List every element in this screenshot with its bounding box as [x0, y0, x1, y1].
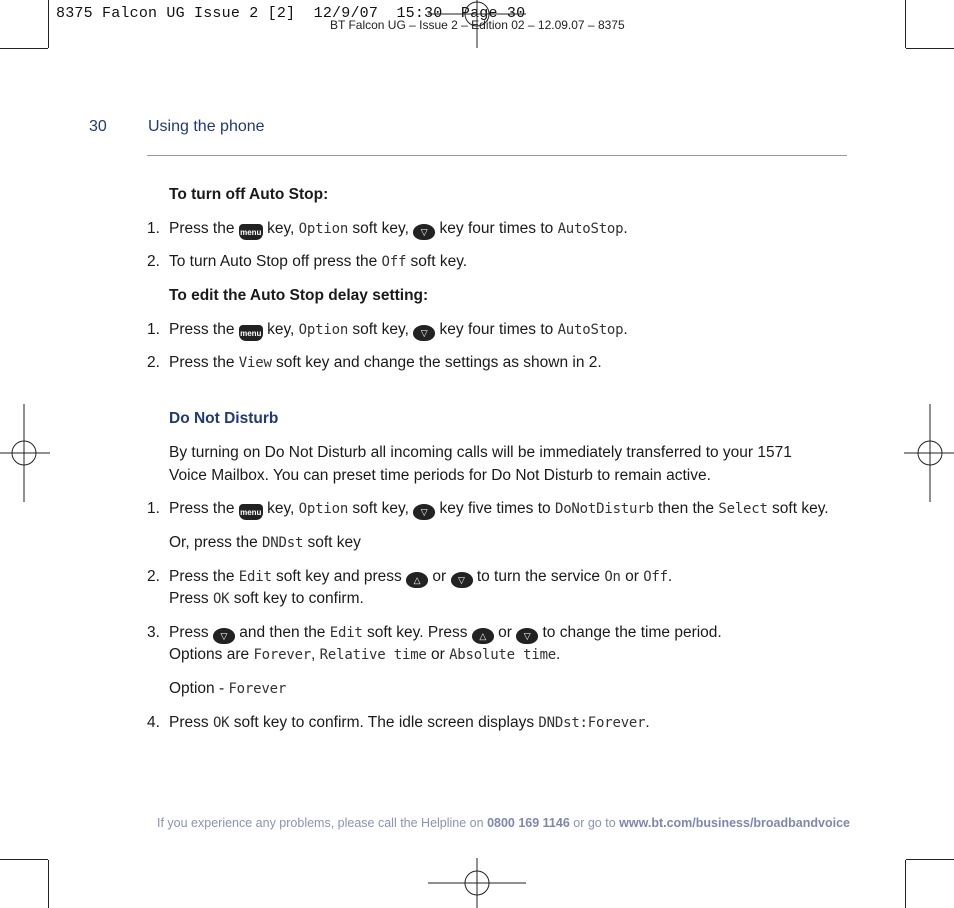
heading-auto-stop-edit: To edit the Auto Stop delay setting:	[169, 287, 429, 304]
heading-do-not-disturb: Do Not Disturb	[169, 410, 279, 427]
helpline-number: 0800 169 1146	[487, 816, 570, 830]
crop-mark	[906, 48, 954, 49]
step-number: 3.	[147, 624, 160, 641]
registration-mark-right	[904, 404, 954, 502]
support-url: www.bt.com/business/broadbandvoice	[619, 816, 850, 830]
dnd-intro-line-1: By turning on Do Not Disturb all incoming calls will be immediately transferred to your 1571	[169, 444, 792, 461]
step-auto-stop-off-2: To turn Auto Stop off press the Off soft key.	[169, 253, 468, 270]
header-divider	[147, 155, 847, 156]
crop-mark	[906, 859, 954, 860]
nav-up-key-icon: △	[406, 572, 428, 588]
step-dnd-2: Press the Edit soft key and press △ or ▽ to turn the service On or Off.	[169, 567, 672, 588]
step-dnd-1: Press the menu key, Option soft key, ▽ key five times to DoNotDisturb then the Select soft key.	[169, 499, 829, 520]
crop-mark	[0, 859, 48, 860]
step-number: 2.	[147, 253, 160, 270]
nav-down-key-icon: ▽	[213, 628, 235, 644]
section-title: Using the phone	[148, 118, 265, 135]
nav-down-key-icon: ▽	[413, 504, 435, 520]
crop-mark	[48, 860, 49, 908]
dnd-or-line: Or, press the DNDst soft key	[169, 534, 361, 551]
dnd-intro-line-2: Voice Mailbox. You can preset time periods for Do Not Disturb to remain active.	[169, 467, 711, 484]
registration-mark-top	[428, 0, 526, 48]
crop-mark	[905, 0, 906, 48]
crop-mark	[905, 860, 906, 908]
step-auto-stop-off-1: Press the menu key, Option soft key, ▽ key four times to AutoStop.	[169, 219, 628, 240]
print-slug-sub: BT Falcon UG – Issue 2 – Edition 02 – 12.09.07 – 8375	[330, 18, 625, 32]
print-slug: 8375 Falcon UG Issue 2 [2] 12/9/07 15:30 Page 30	[56, 5, 526, 22]
heading-auto-stop-off: To turn off Auto Stop:	[169, 186, 329, 203]
step-dnd-4: Press OK soft key to confirm. The idle screen displays DNDst:Forever.	[169, 714, 650, 731]
registration-mark-bottom	[428, 858, 526, 908]
step-number: 1.	[147, 220, 160, 237]
menu-key-icon: menu	[239, 224, 263, 240]
step-dnd-3: Press ▽ and then the Edit soft key. Press △ or ▽ to change the time period.	[169, 623, 722, 644]
nav-down-key-icon: ▽	[516, 628, 538, 644]
nav-up-key-icon: △	[472, 628, 494, 644]
menu-key-icon: menu	[239, 325, 263, 341]
step-number: 1.	[147, 500, 160, 517]
nav-down-key-icon: ▽	[451, 572, 473, 588]
crop-mark	[0, 48, 48, 49]
step-dnd-2-confirm: Press OK soft key to confirm.	[169, 590, 364, 607]
dnd-option-line: Option - Forever	[169, 680, 287, 697]
step-number: 4.	[147, 714, 160, 731]
step-number: 2.	[147, 568, 160, 585]
step-auto-stop-edit-2: Press the View soft key and change the settings as shown in 2.	[169, 354, 602, 371]
nav-down-key-icon: ▽	[413, 325, 435, 341]
nav-down-key-icon: ▽	[413, 224, 435, 240]
step-number: 2.	[147, 354, 160, 371]
page-number: 30	[89, 118, 107, 135]
step-dnd-3-options: Options are Forever, Relative time or Absolute time.	[169, 646, 561, 663]
step-auto-stop-edit-1: Press the menu key, Option soft key, ▽ key four times to AutoStop.	[169, 320, 628, 341]
footer-helpline: If you experience any problems, please call the Helpline on 0800 169 1146 or go to www.bt.com/business/broadbandvoice	[157, 816, 850, 830]
registration-mark-left	[0, 404, 50, 502]
step-number: 1.	[147, 321, 160, 338]
crop-mark	[48, 0, 49, 48]
menu-key-icon: menu	[239, 504, 263, 520]
